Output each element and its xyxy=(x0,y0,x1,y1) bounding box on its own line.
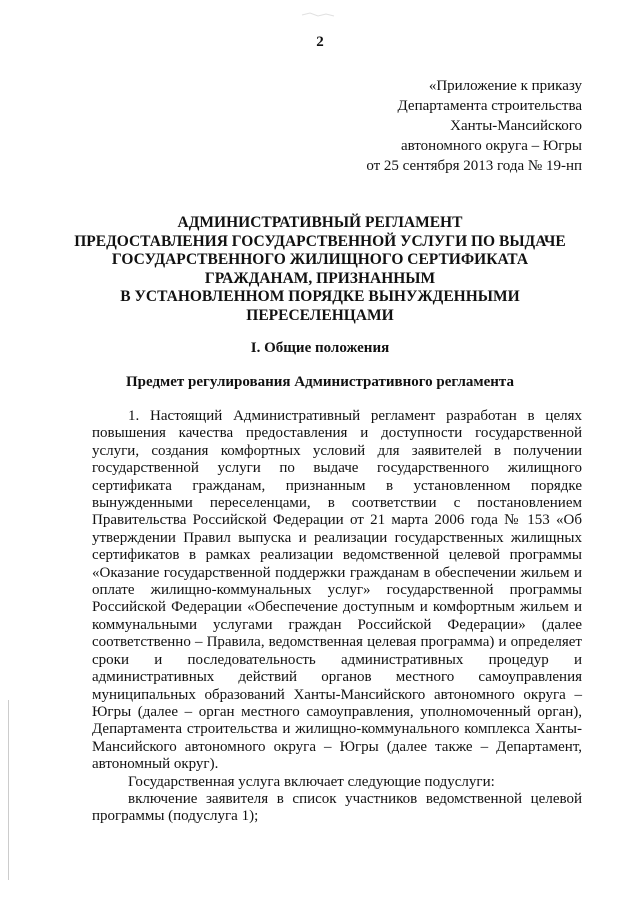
body-paragraph: 1. Настоящий Административный регламент разработан в целях повышения качества предоставления и доступности государственной услуги, создания комфортных условий для заявителей в получении государственной услуги по выдаче государственного жилищного сертификата гражданам, признанным в установленном порядке вынужденными переселенцами, в соответствии с постановлением Правительства Российской Федерации от 21 марта 2006 года № 153 «Об утверждении Правил выпуска и реализации государственных жилищных сертификатов в рамках реализации ведомственной целевой программы «Оказание государственной поддержки гражданам в обеспечении жильем и оплате жилищно-коммунальных услуг» государственной программы Российской Федерации «Обеспечение доступным и комфортным жильем и коммунальными услугами граждан Российской Федерации» (далее соответственно – Правила, ведомственная целевая программа) и определяет сроки и последовательность административных процедур и административных действий органов местного самоуправления муниципальных образований Ханты-Мансийского автономного округа – Югры (далее – орган местного самоуправления, уполномоченный орган), Департамента строительства и жилищно-коммунального комплекса Ханты-Мансийского автономного округа – Югры (далее также – Департамент, автономный округ). xyxy=(92,408,582,773)
annex-line: Департамента строительства xyxy=(397,98,582,114)
title-line: ГРАЖДАНАМ, ПРИЗНАННЫМ xyxy=(204,269,436,287)
annex-line: от 25 сентября 2013 года № 19-нп xyxy=(366,158,582,174)
annex-line: «Приложение к приказу xyxy=(428,78,582,94)
page-number: 2 xyxy=(316,34,324,50)
section-heading: I. Общие положения xyxy=(250,340,390,356)
body-paragraph: Государственная услуга включает следующие подуслуги: xyxy=(128,773,495,790)
annex-header xyxy=(262,76,582,176)
title-line: ПЕРЕСЕЛЕНЦАМИ xyxy=(246,306,394,324)
document-body xyxy=(92,408,582,826)
annex-line: автономного округа – Югры xyxy=(400,138,582,154)
title-line: В УСТАНОВЛЕННОМ ПОРЯДКЕ ВЫНУЖДЕННЫМИ xyxy=(120,288,520,305)
subsection-heading: Предмет регулирования Административного регламента xyxy=(126,374,514,390)
title-line: ПРЕДОСТАВЛЕНИЯ ГОСУДАРСТВЕННОЙ УСЛУГИ ПО ВЫДАЧЕ xyxy=(74,232,566,250)
scan-artifact xyxy=(300,10,340,20)
body-paragraph: включение заявителя в список участников ведомственной целевой программы (подуслуга 1); xyxy=(92,790,582,825)
title-line: ГОСУДАРСТВЕННОГО ЖИЛИЩНОГО СЕРТИФИКАТА xyxy=(111,251,529,268)
annex-line: Ханты-Мансийского xyxy=(450,118,582,134)
scan-margin-line xyxy=(8,700,9,880)
document-title xyxy=(60,214,580,325)
title-line: АДМИНИСТРАТИВНЫЙ РЕГЛАМЕНТ xyxy=(177,214,463,231)
